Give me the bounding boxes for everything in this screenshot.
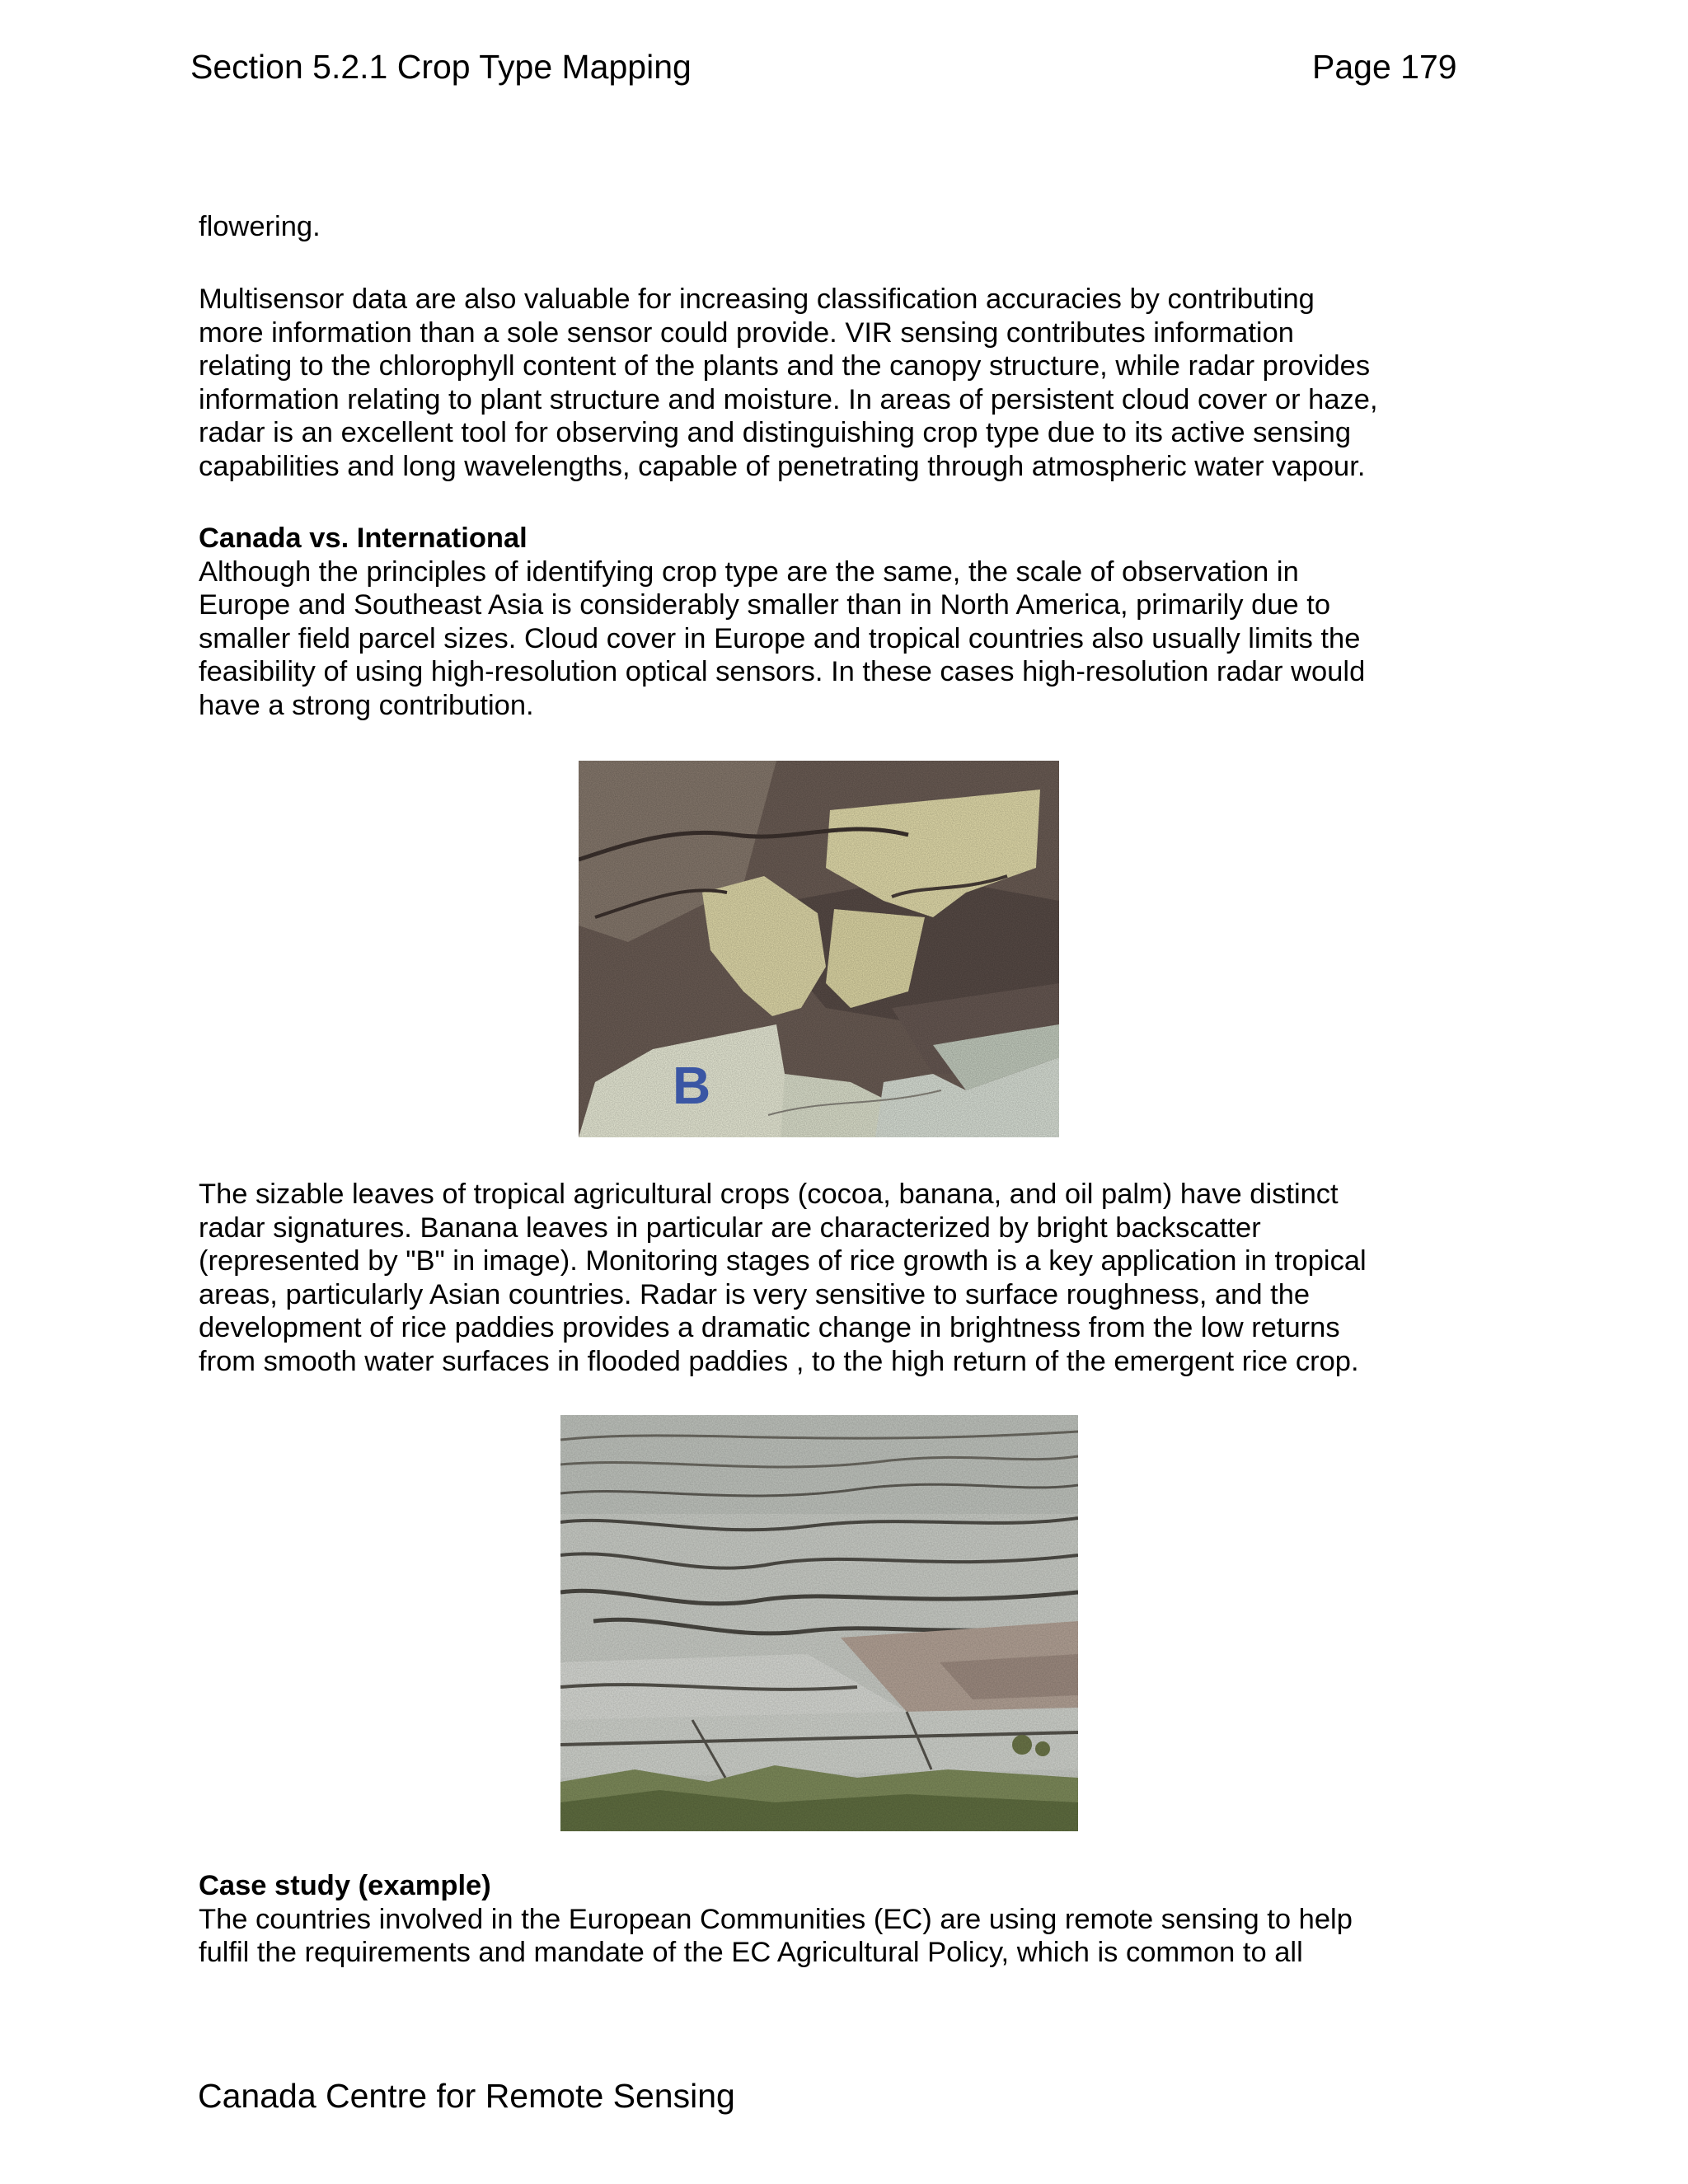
text-line: Europe and Southeast Asia is considerably smaller than in North America, primarily due to: [199, 589, 1331, 621]
header-section-title: Section 5.2.1 Crop Type Mapping: [190, 48, 692, 86]
text-line: Multisensor data are also valuable for increasing classification accuracies by contributing: [199, 284, 1315, 315]
text-line: The sizable leaves of tropical agricultural crops (cocoa, banana, and oil palm) have distinct: [199, 1179, 1339, 1210]
text-line: capabilities and long wavelengths, capable of penetrating through atmospheric water vapour.: [199, 450, 1366, 482]
text-line: feasibility of using high-resolution optical sensors. In these cases high-resolution radar would: [199, 656, 1366, 687]
paragraph-multisensor: [199, 283, 1468, 483]
text-line: relating to the chlorophyll content of the plants and the canopy structure, while radar provides: [199, 350, 1371, 382]
text-line: areas, particularly Asian countries. Radar is very sensitive to surface roughness, and the: [199, 1278, 1311, 1310]
radar-banana-image: [579, 761, 1059, 1137]
text-line: fulfil the requirements and mandate of the EC Agricultural Policy, which is common to all: [199, 1937, 1303, 1968]
text-line: The countries involved in the European Communities (EC) are using remote sensing to help: [199, 1903, 1353, 1935]
text-line: more information than a sole sensor could provide. VIR sensing contributes information: [199, 316, 1294, 349]
rice-paddies-photo: [560, 1415, 1078, 1831]
header-page-number: Page 179: [1312, 48, 1457, 86]
text-line: (represented by "B" in image). Monitoring stages of rice growth is a key application in tropical: [199, 1245, 1367, 1277]
paragraph-continuation: [199, 210, 1468, 244]
banana-label: B: [673, 1056, 711, 1115]
footer-organization: Canada Centre for Remote Sensing: [198, 2077, 735, 2115]
section-canada-international: [199, 522, 1468, 722]
section-heading: Case study (example): [199, 1870, 491, 1901]
text-line: radar is an excellent tool for observing and distinguishing crop type due to its active sensing: [199, 417, 1352, 448]
section-heading: Canada vs. International: [199, 523, 528, 554]
text-line: from smooth water surfaces in flooded paddies , to the high return of the emergent rice crop.: [199, 1345, 1359, 1377]
text-line: smaller field parcel sizes. Cloud cover in Europe and tropical countries also usually limits the: [199, 622, 1361, 654]
section-case-study: [199, 1869, 1468, 1970]
text-line: development of rice paddies provides a dramatic change in brightness from the low returns: [199, 1312, 1340, 1343]
text-line: flowering.: [199, 211, 321, 242]
text-line: radar signatures. Banana leaves in particular are characterized by bright backscatter: [199, 1212, 1261, 1244]
text-line: have a strong contribution.: [199, 689, 534, 721]
text-line: Although the principles of identifying crop type are the same, the scale of observation in: [199, 555, 1299, 588]
text-line: information relating to plant structure and moisture. In areas of persistent cloud cover or haze,: [199, 383, 1378, 415]
paragraph-tropical-crops: [199, 1178, 1468, 1378]
